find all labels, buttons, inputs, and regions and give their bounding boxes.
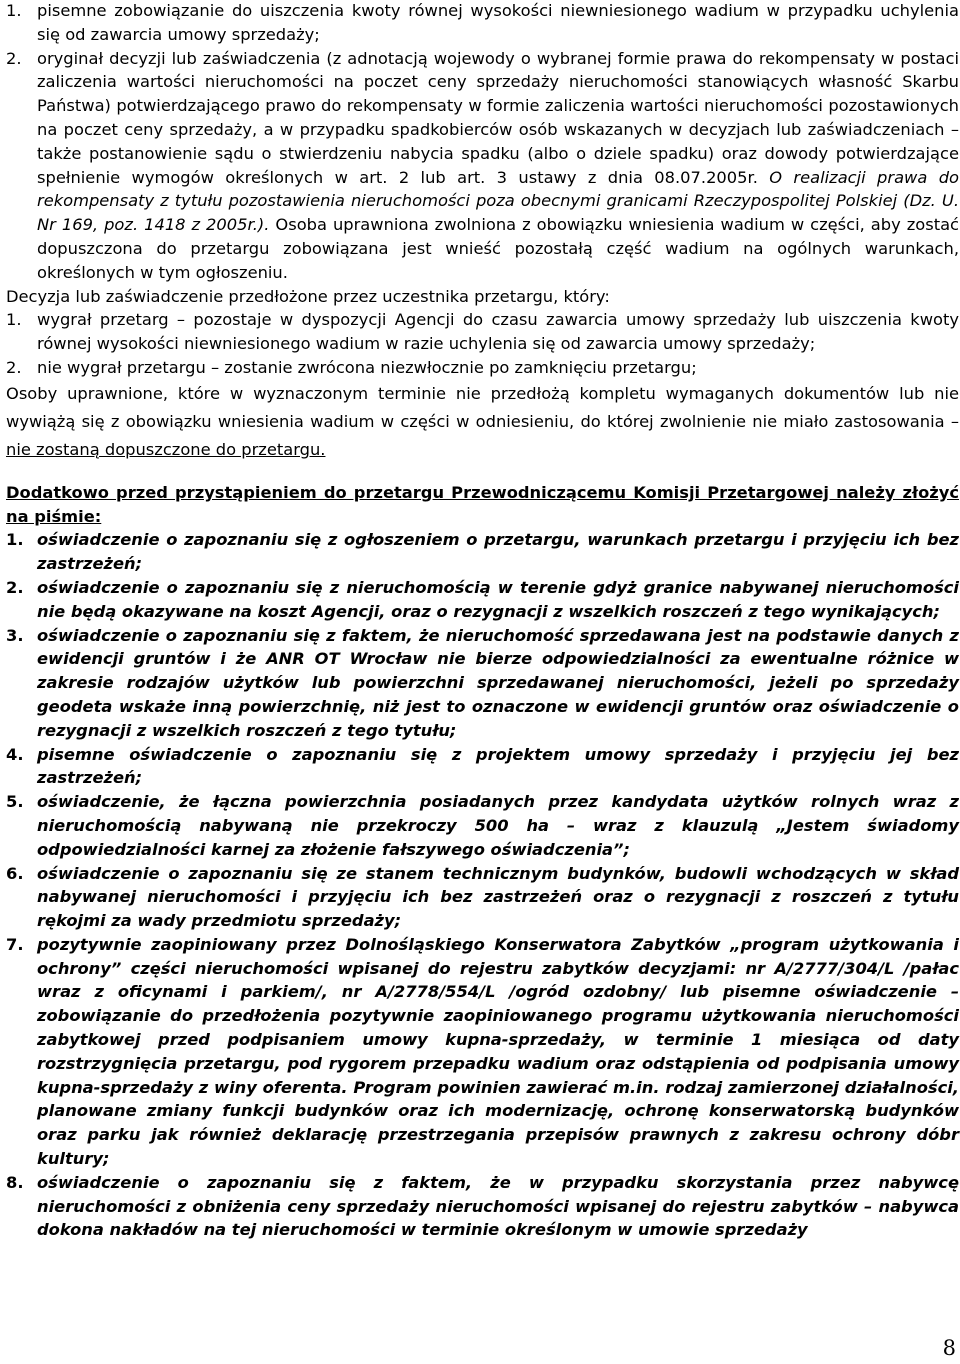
statement-text: oświadczenie o zapoznaniu się ze stanem technicznym budynków, budowli wchodzących w skład nabywanej nieruchomości i przyjęciu ich bez zastrzeżeń oraz o rezygnacji z roszczeń z tytułu rękojmi za wady przedmiotu sprzedaży; xyxy=(37,863,959,931)
page-number: 8 xyxy=(942,1336,956,1360)
section-gap xyxy=(6,464,959,481)
statement-text: pisemne oświadczenie o zapoznaniu się z projektem umowy sprzedaży i przyjęciu jej bez zastrzeżeń; xyxy=(37,744,959,788)
section-heading: Dodatkowo przed przystąpieniem do przetargu Przewodniczącemu Komisji Przetargowej należy złożyć na piśmie: xyxy=(6,482,959,526)
statement-item-4 xyxy=(6,743,959,791)
list-number: 4. xyxy=(6,744,24,764)
statement-item-1 xyxy=(6,528,959,576)
statement-text: oświadczenie o zapoznaniu się z ogłoszeniem o przetargu, warunkach przetargu i przyjęciu ich bez zastrzeżeń; xyxy=(37,530,959,574)
list-item-text: pisemne zobowiązanie do uiszczenia kwoty równej wysokości niewniesionego wadium w przypadku uchylenia się od zawarcia umowy sprzedaży; xyxy=(37,1,959,44)
list-number: 7. xyxy=(6,934,24,954)
decision-intro: Decyzja lub zaświadczenie przedłożone przez uczestnika przetargu, który: xyxy=(6,286,610,306)
statement-text: oświadczenie o zapoznaniu się z faktem, że w przypadku skorzystania przez nabywcę nieruchomości z obniżenia ceny sprzedaży nieruchomości wpisanej do rejestru zabytków – nabywca dokona nakładów na tej nieruchomości w terminie określonym w umowie sprzedaży xyxy=(37,1172,959,1240)
list-number: 2. xyxy=(6,48,22,68)
list-number: 8. xyxy=(6,1172,24,1192)
decision-item-2 xyxy=(6,356,959,380)
statement-text: oświadczenie, że łączna powierzchnia posiadanych przez kandydata użytków rolnych wraz z nieruchomością nabywaną nie przekroczy 500 ha – wraz z klauzulą „Jestem świadomy odpowiedzialności karnej za złożenie fałszywego oświadczenia”; xyxy=(37,792,959,859)
list-number: 1. xyxy=(6,1,22,20)
document-body xyxy=(6,0,959,1242)
persons-paragraph-text: Osoby uprawnione, które w wyznaczonym terminie nie przedłożą kompletu wymaganych dokumentów lub nie wywiążą się z obowiązku wniesienia wadium w części w odniesieniu, do której zwolnienie nie miało zastosowania – xyxy=(6,383,959,431)
decision-item-1 xyxy=(6,308,959,356)
list-number: 6. xyxy=(6,863,24,883)
list-number: 2. xyxy=(6,577,24,597)
statement-text: oświadczenie o zapoznaniu się z nieruchomością w terenie gdyż granice nabywanej nieruchomości nie będą okazywane na koszt Agencji, oraz o rezygnacji z wszelkich roszczeń z tego wynikających; xyxy=(37,577,959,621)
list-item-text: nie wygrał przetargu – zostanie zwrócona niezwłocznie po zamknięciu przetargu; xyxy=(37,357,697,377)
requirement-item-1 xyxy=(6,0,959,47)
statement-item-2 xyxy=(6,576,959,624)
requirement-item-2 xyxy=(6,47,959,285)
statement-item-8 xyxy=(6,1171,959,1242)
list-number: 5. xyxy=(6,792,24,812)
list-item-text-continued: Osoba uprawniona zwolniona z obowiązku wniesienia wadium w części, aby zostać dopuszczona do przetargu zobowiązana jest wnieść pozostałą część wadium na ogólnych warunkach, określonych w tym ogłoszeniu. xyxy=(37,215,959,282)
not-admitted-notice: nie zostaną dopuszczone do przetargu. xyxy=(6,439,326,459)
statement-item-7 xyxy=(6,933,959,1171)
statement-item-3 xyxy=(6,624,959,743)
list-number: 1. xyxy=(6,530,24,550)
statement-text: oświadczenie o zapoznaniu się z faktem, że nieruchomość sprzedawana jest na podstawie danych z ewidencji gruntów i że ANR OT Wrocław nie bierze odpowiedzialności za ewentualne różnice w zakresie rodzajów użytków lub powierzchni sprzedawanej nieruchomości, jeżeli po sprzedaży geodeta wskaże inną powierzchnię, niż jest to oznaczone w ewidencji gruntów oraz oświadczenie o rezygnacji z wszelkich roszczeń z tego tytułu; xyxy=(37,625,959,740)
statement-item-5 xyxy=(6,790,959,861)
persons-paragraph xyxy=(6,380,959,464)
statement-item-6 xyxy=(6,862,959,933)
list-item-text: oryginał decyzji lub zaświadczenia (z adnotacją wojewody o wybranej formie prawa do rekompensaty w postaci zaliczenia wartości nieruchomości na poczet ceny sprzedaży nieruchomości stanowiących własność Skarbu Państwa) potwierdzającego prawo do rekompensaty w formie zaliczenia wartości nieruchomości pozostawionych na poczet ceny sprzedaży, a w przypadku spadkobierców osób wskazanych w decyzjach lub zaświadczeniach – także postanowienie sądu o stwierdzeniu nabycia spadku (albo o dziele spadku) oraz dowody potwierdzające spełnienie wymogów określonych w art. 2 lub art. 3 ustawy z dnia 08.07.2005r. xyxy=(37,48,959,187)
list-number: 2. xyxy=(6,357,22,377)
list-number: 3. xyxy=(6,625,24,645)
act-title-italic: O realizacji prawa do rekompensaty z tytułu pozostawienia nieruchomości poza obecnymi granicami Rzeczypospolitej Polskiej (Dz. U. Nr 169, poz. 1418 z 2005r.). xyxy=(37,167,959,235)
statement-text: pozytywnie zaopiniowany przez Dolnośląskiego Konserwatora Zabytków „program użytkowania i ochrony” części nieruchomości wpisanej do rejestru zabytków decyzjami: nr A/2777/304/L /pałac wraz z oficynami i parkiem/, nr A/2778/554/L /ogród ozdobny/ lub pisemne oświadczenie – zobowiązanie do przedłożenia pozytywnie zaopiniowanego programu użytkowania nieruchomości zabytkowej przed podpisaniem umowy kupna-sprzedaży, w terminie 1 miesiąca od daty rozstrzygnięcia przetargu, pod rygorem przepadku wadium oraz odstąpienia od podpisania umowy kupna-sprzedaży z winy oferenta. Program powinien zawierać m.in. rodzaj zamierzonej działalności, planowane zmiany funkcji budynków oraz ich modernizację, ochronę konserwatorską budynków oraz parku jak również deklarację przestrzegania przepisów prawnych z zakresu ochrony dóbr kultury; xyxy=(37,934,959,1169)
list-item-text: wygrał przetarg – pozostaje w dyspozycji Agencji do czasu zawarcia umowy sprzedaży lub uiszczenia kwoty równej wysokości niewniesionego wadium w razie uchylenia się od zawarcia umowy sprzedaży; xyxy=(37,310,959,354)
list-number: 1. xyxy=(6,310,22,330)
